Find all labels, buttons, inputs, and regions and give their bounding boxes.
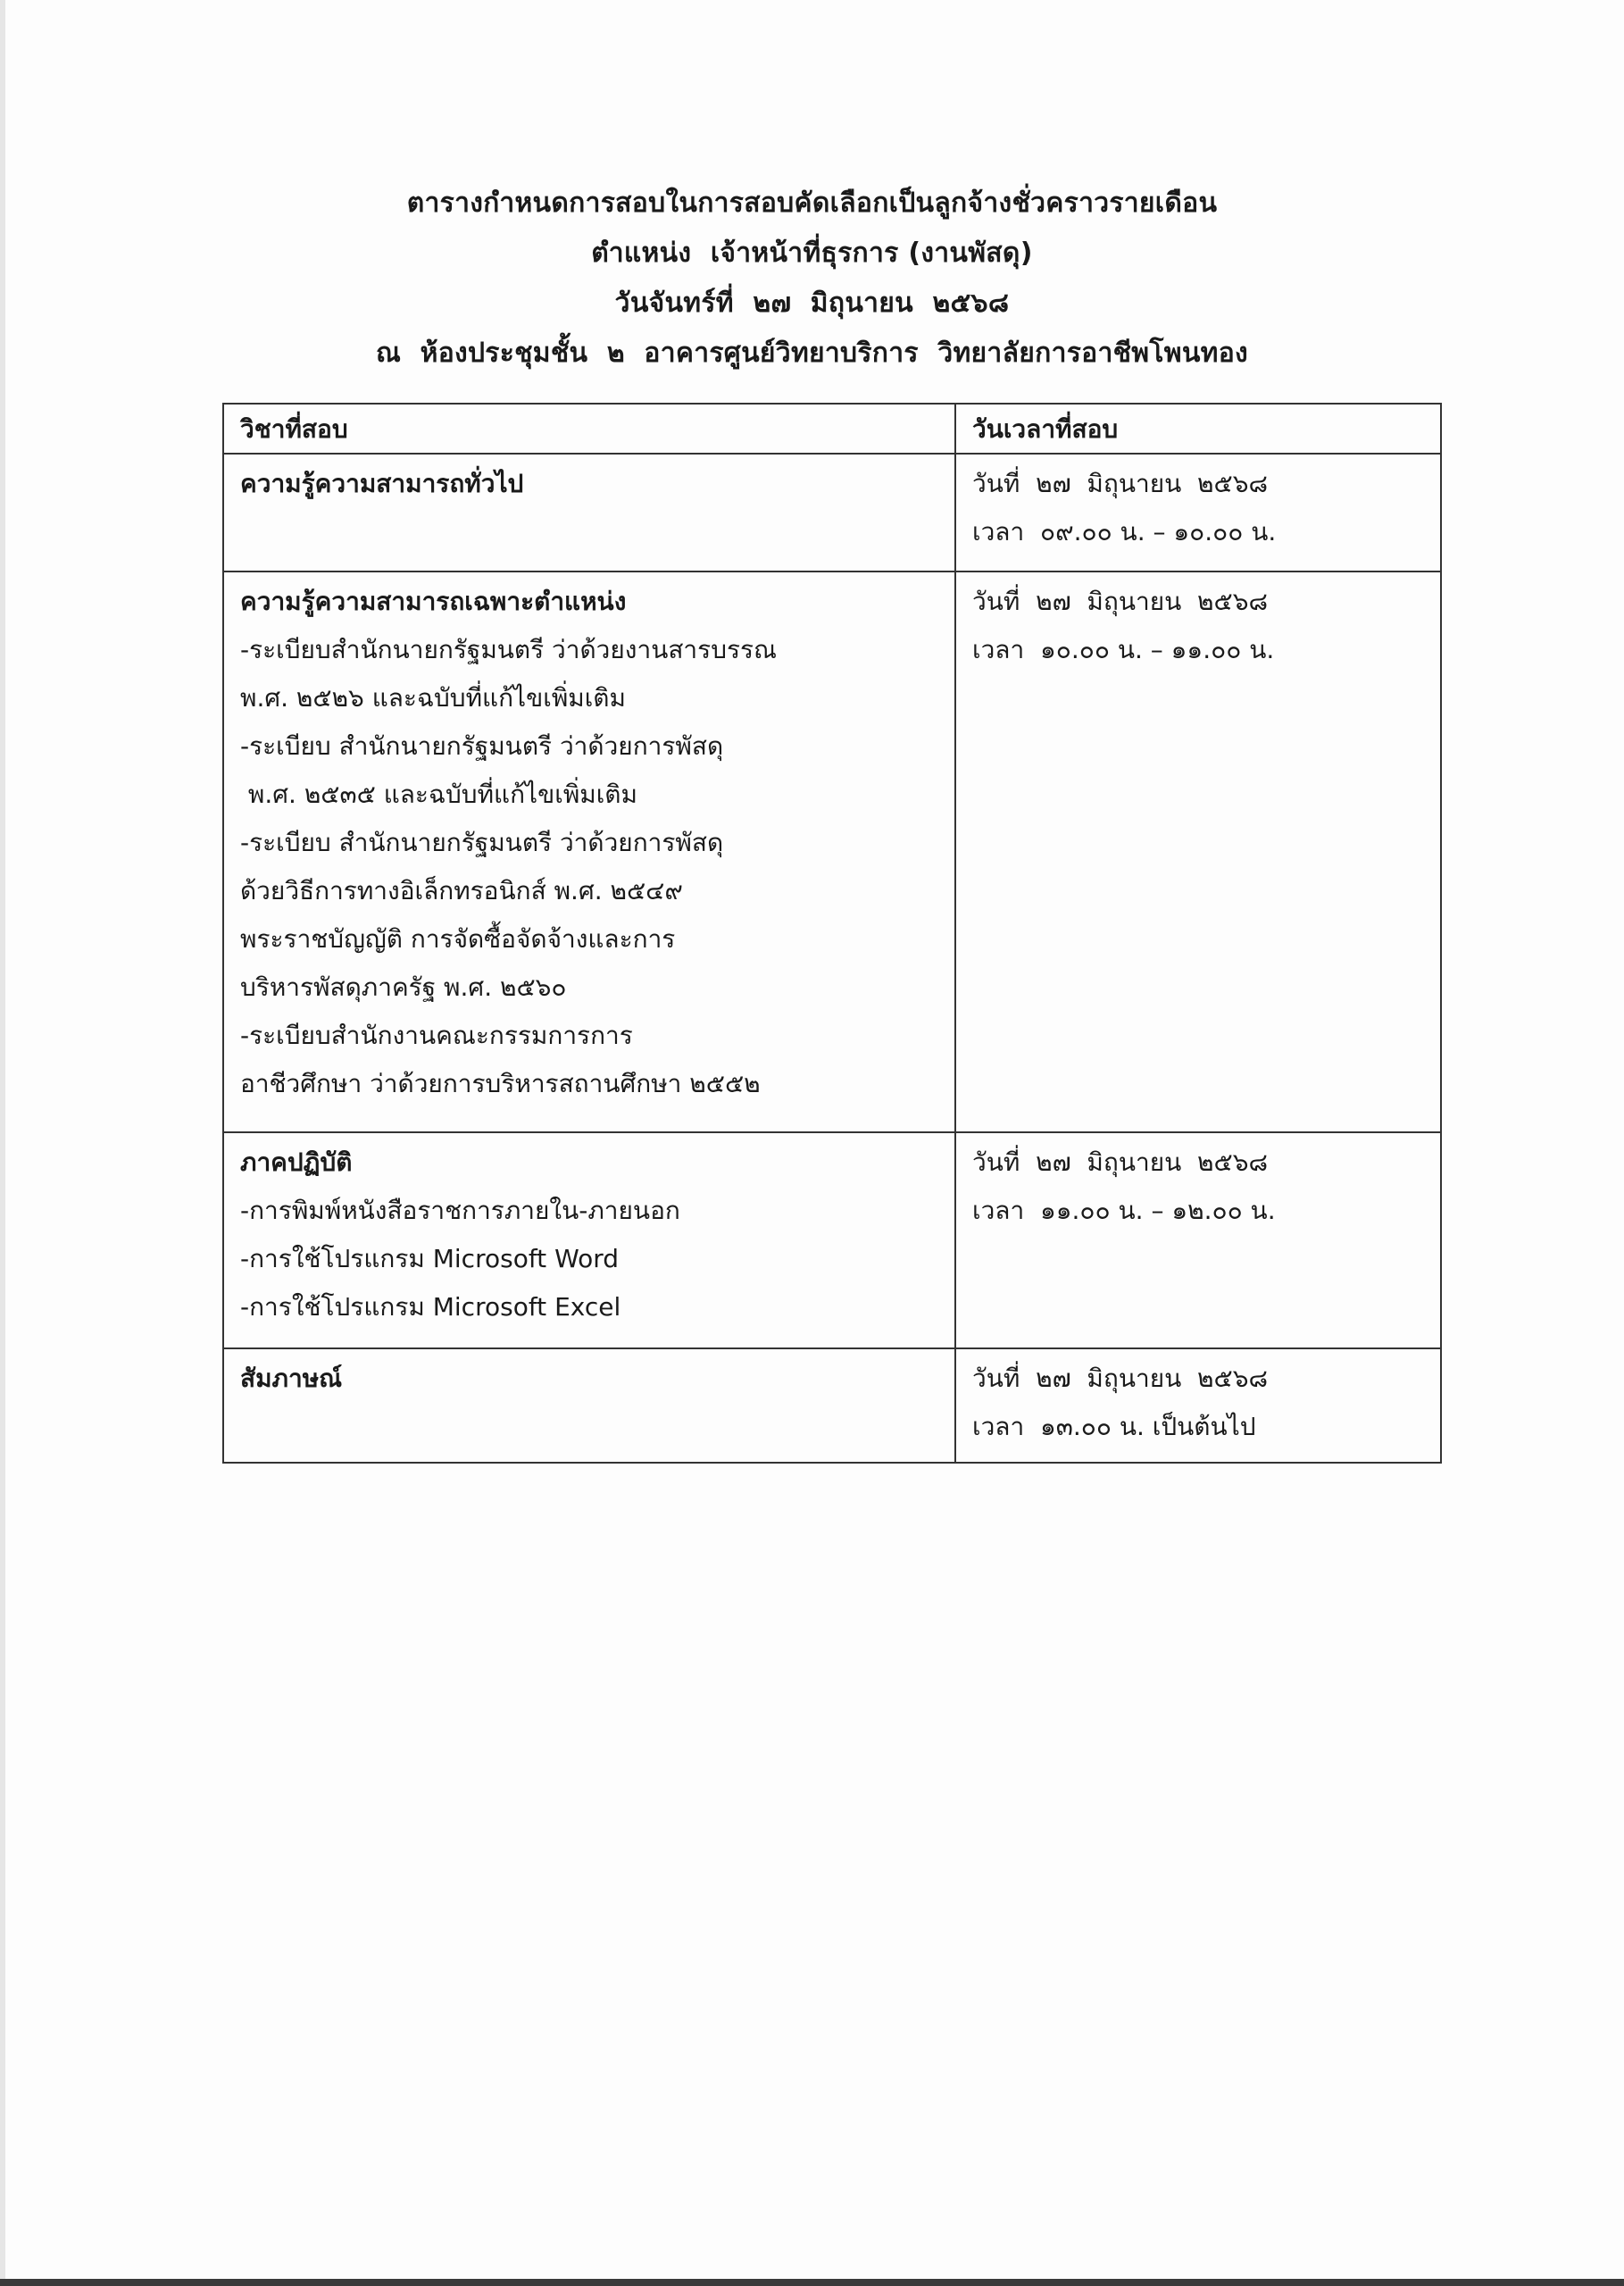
subject-detail: -ระเบียบ สำนักนายกรัฐมนตรี ว่าด้วยการพัสดุ xyxy=(240,731,724,761)
column-header-subject: วิชาที่สอบ xyxy=(223,404,955,454)
header-date: วันจันทร์ที่ ๒๗ มิถุนายน ๒๕๖๘ xyxy=(614,288,1010,319)
exam-date: วันที่ ๒๗ มิถุนายน ๒๕๖๘ xyxy=(972,587,1269,616)
subject-detail: -การใช้โปรแกรม Microsoft Word xyxy=(240,1244,620,1273)
document-header xyxy=(0,179,1624,379)
subject-detail: พระราชบัญญัติ การจัดซื้อจัดจ้างและการ xyxy=(240,924,676,954)
subject-detail: -การใช้โปรแกรม Microsoft Excel xyxy=(240,1292,621,1322)
scan-edge-bottom xyxy=(0,2279,1624,2286)
exam-time: เวลา ๑๐.๐๐ น. – ๑๑.๐๐ น. xyxy=(972,635,1275,664)
datetime-cell xyxy=(955,1132,1441,1348)
header-location: ณ ห้องประชุมชั้น ๒ อาคารศูนย์วิทยาบริการ วิทยาลัยการอาชีพโพนทอง xyxy=(376,338,1248,369)
subject-detail: -ระเบียบ สำนักนายกรัฐมนตรี ว่าด้วยการพัสดุ xyxy=(240,828,724,857)
subject-title: สัมภาษณ์ xyxy=(240,1364,343,1393)
subject-detail: -ระเบียบสำนักงานคณะกรรมการการ xyxy=(240,1021,633,1050)
header-position: ตำแหน่ง เจ้าหน้าที่ธุรการ (งานพัสดุ) xyxy=(591,238,1033,269)
subject-detail: บริหารพัสดุภาครัฐ พ.ศ. ๒๕๖๐ xyxy=(240,972,567,1002)
table-row xyxy=(223,1348,1441,1463)
datetime-cell xyxy=(955,572,1441,1132)
exam-date: วันที่ ๒๗ มิถุนายน ๒๕๖๘ xyxy=(972,1364,1269,1393)
exam-time: เวลา ๑๓.๐๐ น. เป็นต้นไป xyxy=(972,1412,1256,1441)
table-row xyxy=(223,454,1441,572)
header-title: ตารางกำหนดการสอบในการสอบคัดเลือกเป็นลูกจ้างชั่วคราวรายเดือน xyxy=(406,188,1218,219)
subject-detail: ด้วยวิธีการทางอิเล็กทรอนิกส์ พ.ศ. ๒๕๔๙ xyxy=(240,876,683,905)
datetime-cell xyxy=(955,1348,1441,1463)
subject-title: ความรู้ความสามารถเฉพาะตำแหน่ง xyxy=(240,587,627,616)
column-header-datetime: วันเวลาที่สอบ xyxy=(955,404,1441,454)
exam-time: เวลา ๑๑.๐๐ น. – ๑๒.๐๐ น. xyxy=(972,1196,1276,1225)
exam-date: วันที่ ๒๗ มิถุนายน ๒๕๖๘ xyxy=(972,1147,1269,1177)
exam-date: วันที่ ๒๗ มิถุนายน ๒๕๖๘ xyxy=(972,469,1269,498)
subject-detail: -ระเบียบสำนักนายกรัฐมนตรี ว่าด้วยงานสารบรรณ xyxy=(240,635,778,664)
subject-title: ความรู้ความสามารถทั่วไป xyxy=(240,469,524,498)
subject-title: ภาคปฏิบัติ xyxy=(240,1147,353,1177)
subject-cell xyxy=(223,1132,955,1348)
exam-time: เวลา ๐๙.๐๐ น. – ๑๐.๐๐ น. xyxy=(972,517,1277,546)
subject-detail: พ.ศ. ๒๕๓๕ และฉบับที่แก้ไขเพิ่มเติม xyxy=(240,780,637,809)
exam-schedule-table xyxy=(222,403,1442,1464)
subject-cell xyxy=(223,1348,955,1463)
table-header-row xyxy=(223,404,1441,454)
subject-detail: อาชีวศึกษา ว่าด้วยการบริหารสถานศึกษา ๒๕๕๒ xyxy=(240,1069,761,1098)
subject-cell xyxy=(223,572,955,1132)
table-row xyxy=(223,572,1441,1132)
datetime-cell xyxy=(955,454,1441,572)
subject-detail: พ.ศ. ๒๕๒๖ และฉบับที่แก้ไขเพิ่มเติม xyxy=(240,683,626,713)
table-row xyxy=(223,1132,1441,1348)
subject-detail: -การพิมพ์หนังสือราชการภายใน-ภายนอก xyxy=(240,1196,680,1225)
subject-cell xyxy=(223,454,955,572)
